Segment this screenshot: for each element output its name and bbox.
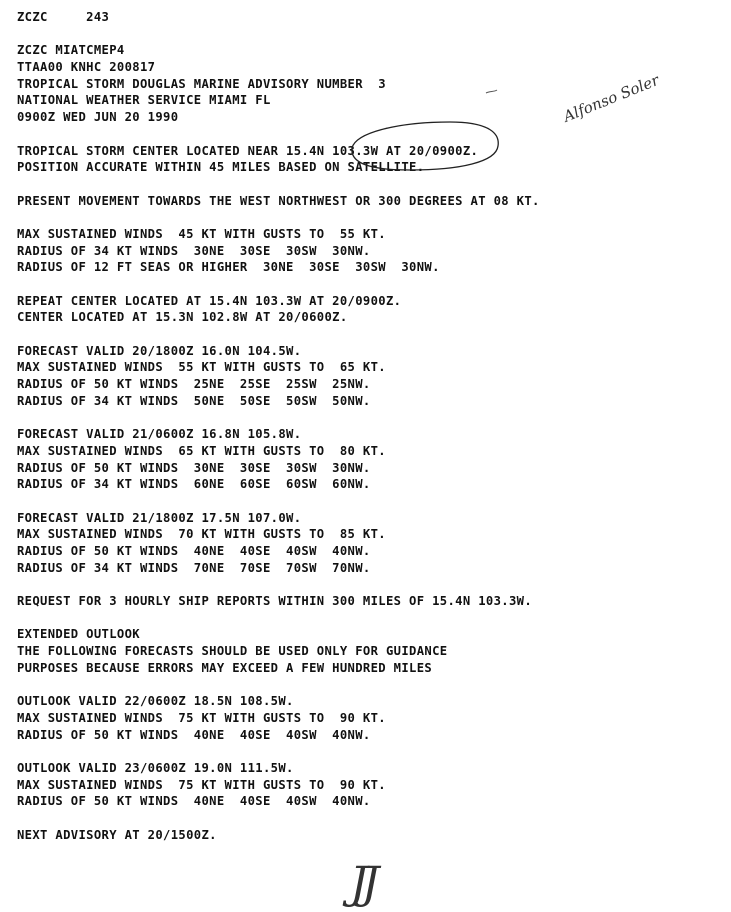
forecast-radius-34: RADIUS OF 34 KT WINDS 50NE 50SE 50SW 50NW. [17, 393, 371, 408]
wmo-header: TTAA00 KNHC 200817 [17, 60, 156, 75]
forecast-radius-50: RADIUS OF 50 KT WINDS 25NE 25SE 25SW 25NW. [17, 377, 371, 392]
advisory-header [17, 42, 717, 125]
handwritten-initials: JJ [350, 858, 374, 909]
forecast-valid: FORECAST VALID 20/1800Z 16.0N 104.5W. [17, 343, 302, 358]
center-position: TROPICAL STORM CENTER LOCATED NEAR 15.4N 103.3W AT 20/0900Z. [17, 143, 479, 158]
outlook-radius-50: RADIUS OF 50 KT WINDS 40NE 40SE 40SW 40NW. [17, 727, 371, 742]
repeat-center: REPEAT CENTER LOCATED AT 15.4N 103.3W AT 20/0900Z. [17, 293, 402, 308]
previous-center: CENTER LOCATED AT 15.3N 102.8W AT 20/0600Z. [17, 310, 348, 325]
outlook-radius-50: RADIUS OF 50 KT WINDS 40NE 40SE 40SW 40NW. [17, 794, 371, 809]
outlook-max-winds: MAX SUSTAINED WINDS 75 KT WITH GUSTS TO 90 KT. [17, 710, 386, 725]
winds-section [17, 226, 717, 276]
forecast-section-3 [17, 510, 717, 577]
extended-outlook-section [17, 626, 717, 676]
forecast-max-winds: MAX SUSTAINED WINDS 65 KT WITH GUSTS TO 80 KT. [17, 443, 386, 458]
transmission-header: ZCZC 243 [17, 10, 110, 24]
forecast-valid: FORECAST VALID 21/0600Z 16.8N 105.8W. [17, 427, 302, 442]
advisory-document [17, 9, 717, 843]
bulletin-id: ZCZC MIATCMEP4 [17, 43, 125, 58]
forecast-section-2 [17, 426, 717, 493]
forecast-radius-34: RADIUS OF 34 KT WINDS 70NE 70SE 70SW 70NW. [17, 560, 371, 575]
outlook-section-1 [17, 693, 717, 743]
extended-outlook-note: THE FOLLOWING FORECASTS SHOULD BE USED ONLY FOR GUIDANCE [17, 644, 448, 659]
forecast-max-winds: MAX SUSTAINED WINDS 55 KT WITH GUSTS TO 65 KT. [17, 360, 386, 375]
issuing-office: NATIONAL WEATHER SERVICE MIAMI FL [17, 93, 271, 108]
forecast-section-1 [17, 343, 717, 410]
wind-radius-34: RADIUS OF 34 KT WINDS 30NE 30SE 30SW 30NW. [17, 243, 371, 258]
repeat-section [17, 293, 717, 326]
outlook-valid: OUTLOOK VALID 23/0600Z 19.0N 111.5W. [17, 760, 294, 775]
forecast-max-winds: MAX SUSTAINED WINDS 70 KT WITH GUSTS TO 85 KT. [17, 527, 386, 542]
forecast-valid: FORECAST VALID 21/1800Z 17.5N 107.0W. [17, 510, 302, 525]
position-section [17, 143, 717, 176]
outlook-section-2 [17, 760, 717, 810]
outlook-valid: OUTLOOK VALID 22/0600Z 18.5N 108.5W. [17, 694, 294, 709]
ship-report-request: REQUEST FOR 3 HOURLY SHIP REPORTS WITHIN 300 MILES OF 15.4N 103.3W. [17, 594, 533, 609]
issue-time: 0900Z WED JUN 20 1990 [17, 110, 179, 125]
forecast-radius-50: RADIUS OF 50 KT WINDS 30NE 30SE 30SW 30NW. [17, 460, 371, 475]
advisory-title: TROPICAL STORM DOUGLAS MARINE ADVISORY NUMBER 3 [17, 76, 386, 91]
outlook-max-winds: MAX SUSTAINED WINDS 75 KT WITH GUSTS TO 90 KT. [17, 777, 386, 792]
forecast-radius-34: RADIUS OF 34 KT WINDS 60NE 60SE 60SW 60NW. [17, 477, 371, 492]
next-advisory: NEXT ADVISORY AT 20/1500Z. [17, 827, 217, 842]
forecast-radius-50: RADIUS OF 50 KT WINDS 40NE 40SE 40SW 40NW. [17, 544, 371, 558]
extended-outlook-note: PURPOSES BECAUSE ERRORS MAY EXCEED A FEW HUNDRED MILES [17, 660, 433, 675]
seas-radius: RADIUS OF 12 FT SEAS OR HIGHER 30NE 30SE 30SW 30NW. [17, 260, 440, 275]
position-accuracy: POSITION ACCURATE WITHIN 45 MILES BASED ON SATELLITE. [17, 160, 425, 175]
max-winds: MAX SUSTAINED WINDS 45 KT WITH GUSTS TO 55 KT. [17, 226, 386, 241]
extended-outlook-heading: EXTENDED OUTLOOK [17, 627, 140, 642]
present-movement: PRESENT MOVEMENT TOWARDS THE WEST NORTHWEST OR 300 DEGREES AT 08 KT. [17, 193, 540, 208]
handwritten-signature: Alfonso Soler [560, 70, 662, 126]
